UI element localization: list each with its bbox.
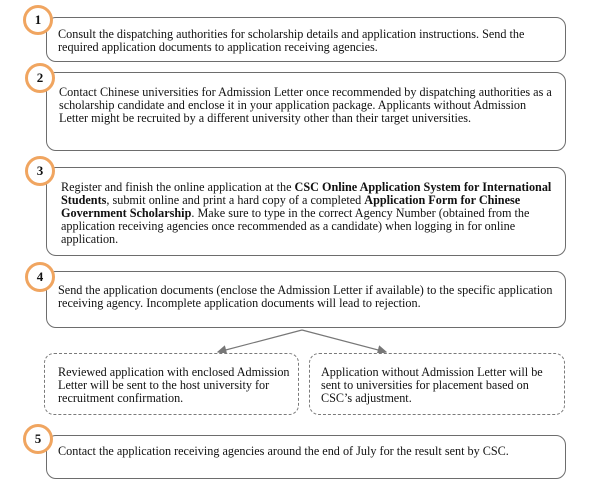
emphasized-term: CSC Online Application System for International Students bbox=[61, 180, 552, 207]
step-1-text bbox=[58, 28, 558, 54]
step-4-badge: 4 bbox=[25, 262, 55, 292]
arrow-to-right-branch bbox=[302, 330, 386, 352]
text-run: , submit online and print a hard copy of a completed bbox=[106, 193, 365, 207]
step-2-text bbox=[59, 86, 557, 125]
branch-right-text: Application without Admission Letter will be sent to universities for placement based on CSC’s adjustment. bbox=[321, 365, 543, 405]
step-5-badge: 5 bbox=[23, 424, 53, 454]
branch-left-text: Reviewed application with enclosed Admission Letter will be sent to the host university for recruitment confirmation. bbox=[58, 365, 290, 405]
text-run: Send the application documents (enclose the Admission Letter if available) to the specific application receiving agency. Incomplete application documents will lead to rejection. bbox=[58, 283, 553, 310]
text-run: Contact the application receiving agencies around the end of July for the result sent by CSC. bbox=[58, 444, 509, 458]
step-5-text bbox=[58, 445, 556, 458]
emphasized-term: Application Form for Chinese Government Scholarship bbox=[61, 193, 521, 220]
text-run: Register and finish the online application at the bbox=[61, 180, 295, 194]
text-run: Contact Chinese universities for Admission Letter once recommended by dispatching authorities as a scholarship candidate and enclose it in your application package. Applicants without Admission Letter might be recruited by a different university other than their target universities. bbox=[59, 85, 552, 125]
arrow-to-left-branch bbox=[218, 330, 302, 352]
step-3-badge: 3 bbox=[25, 156, 55, 186]
step-1-badge: 1 bbox=[23, 5, 53, 35]
step-4-text bbox=[58, 284, 556, 310]
text-run: . Make sure to type in the correct Agency Number (obtained from the application receiving agencies once recommended as a candidate) when logging in for online application. bbox=[61, 206, 530, 246]
text-run: Consult the dispatching authorities for scholarship details and application instructions. Send the required application documents to application receiving agencies. bbox=[58, 27, 525, 54]
step-3-text bbox=[61, 181, 553, 246]
step-2-badge: 2 bbox=[25, 63, 55, 93]
